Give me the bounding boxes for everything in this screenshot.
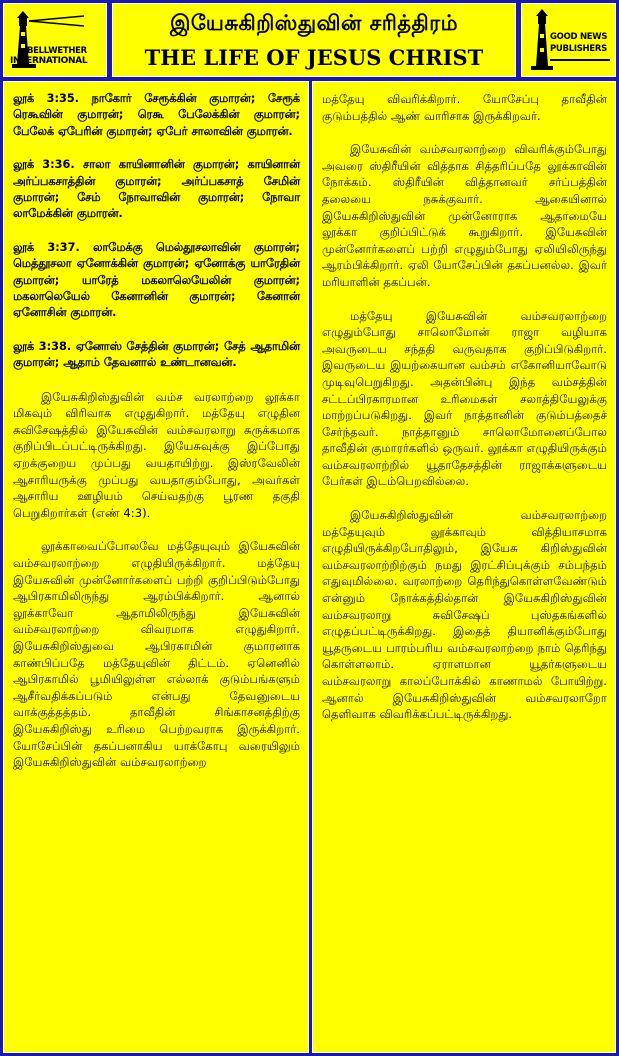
logo-right-inner (522, 4, 615, 76)
publisher-logo-right (521, 3, 616, 77)
genealogy-verse: லூக் 3:35. நாகோர் சேரூக்கின் குமாரன்; சேரூக் ரெகூவின் குமாரன்; ரெகூ பேலேக்கின் குமாரன்; பேலேக் ஏபேரின் குமாரன்; ஏபேர் சாலாவின் குமாரன். (13, 92, 300, 138)
paragraph: இயேசுகிறிஸ்துவின் வம்சவரலாற்றை மத்தேயுவும் லூக்காவும் வித்தியாசமாக எழுதியிருக்கிறபோதிலும், இயேசு கிறிஸ்துவின் வம்சவரலாற்றிற்கும் நமது இரட்சிப்புக்கும் சம்பந்தம் எதுவுமில்லை. வரலாற்றை தெரிந்துகொள்ளவேண்டும் என்னும் நோக்கத்தில்தான் இயேசுகிறிஸ்துவின் வம்சவரலாறு சுவிசேஷப் புஸ்தகங்களில் எழுதப்பட்டிருக்கிறது. இதைத் தியானிக்கும்போது யூதருடைய பாரம்பரிய வம்சவரலாற்றை நாம் தெரிந்து கொள்ளலாம். ஏராளமான யூதர்களுடைய வம்சவரலாறு காலப்போக்கில் காணாமல் போயிற்று. ஆனால் இயேசுகிறிஸ்துவின் வம்சவரலாறோ தெளிவாக விவரிக்கப்பட்டிருக்கிறது. (322, 508, 607, 722)
page-header (112, 3, 516, 77)
paragraph: இயேசுவின் வம்சவரலாற்றை விவரிக்கும்போது அவரை ஸ்திரீயின் வித்தாக சித்தரிப்பதே லூக்காவின் நோக்கம். ஸ்திரீயின் வித்தானவர் சர்ப்பத்தின் தலையை நசுக்குவார். ஆகையினால் இயேசுகிறிஸ்துவின் முன்னோராக ஆதாமையே லூக்கா குறிப்பிட்டுக் கூறுகிறார். இயேசுவின் முன்னோர்களைப் பற்றி எழுதும்போது ஏலியிலிருந்து ஆரம்பிக்கிறார். ஏலி யோசேப்பின் தகப்பனல்ல. இவர் மரியாளின் தகப்பன். (322, 142, 607, 289)
logo-left-line2: INTERNATIONAL (10, 56, 88, 66)
genealogy-verse: லூக் 3:36. சாலா காயினானின் குமாரன்; காயினான் அர்ப்பகசாத்தின் குமாரன்; அர்ப்பகசாத் சேமின் குமாரன்; சேம் நோவாவின் குமாரன்; நோவா லாமேக்கின் குமாரன். (13, 158, 300, 221)
genealogy-verse: லூக் 3:37. லாமேக்கு மெல்தூசலாவின் குமாரன்; மெத்தூசலா ஏனோக்கின் குமாரன்; ஏனோக்கு யாரேதின் குமாரன்; யாரேத் மகலாலெயேலின் குமாரன்; மகலாலெயேல் கேனானின் குமாரன்; கேனான் ஏனோசின் குமாரன். (13, 240, 300, 320)
right-column-text (322, 91, 607, 723)
paragraph: மத்தேயு விவரிக்கிறார். யோசேப்பு தாவீதின் குடும்பத்தில் ஆண் வாரிசாக இருக்கிறவர். (322, 92, 607, 123)
logo-left-line1: BELLWETHER (27, 46, 87, 56)
left-column-text (13, 91, 300, 771)
right-column (312, 81, 616, 1053)
paragraph: மத்தேயு இயேசுவின் வம்சவரலாற்றை எழுதும்போது சாலொமோன் ராஜா வழியாக அவருடைய சந்ததி வருவதாக குறிப்பிடுகிறார். இவருடைய இயற்கையான வம்சம் எகோனியாவோடு முடிவுபெறுகிறது. அதன்பின்பு இந்த வம்சத்தின் சட்டப்பிரகாரமான உரிமைகள் சலாத்தியேலுக்கு மாற்றப்படுகிறது. இவர் நாத்தானின் குடும்பத்தைச் சேர்ந்தவர். நாத்தானும் சாலொமோனைப்போல தாவீதின் குமாரர்களில் ஒருவர். லூக்கா எழுதியிருக்கும் வம்சவரலாற்றில் யூதாதேசத்தின் ராஜாக்களுடைய பேர்கள் இடம்பெறவில்லை. (322, 308, 607, 489)
left-column (3, 81, 309, 1053)
paragraph: இயேசுகிறிஸ்துவின் வம்ச வரலாற்றை லூக்கா மிகவும் விரிவாக எழுதுகிறார். மத்தேயு எழுதின சுவிசேஷத்தில் இயேசுவின் வம்சவரலாறு சுருக்கமாக குறிப்பிடப்பட்டிருக்கிறது. இயேசுவுக்கு இப்போது ஏறக்குறைய முப்பது வயதாயிற்று. இஸ்ரவேலின் ஆசாரியருக்கு முப்பது வயதாகும்போது, அவர்கள் ஆசாரிய ஊழியம் செய்வதற்கு பூரண தகுதி பெறுகிறார்கள் (எண் 4:3). (13, 389, 300, 520)
title-tamil: இயேசுகிறிஸ்துவின் சரித்திரம் (169, 10, 459, 35)
logo-right-line2: PUBLISHERS (550, 44, 607, 54)
lighthouse-icon (4, 4, 108, 78)
genealogy-verse: லூக் 3:38. ஏனோஸ் சேத்தின் குமாரன்; சேத் ஆதாமின் குமாரன்; ஆதாம் தேவனால் உண்டானவன். (13, 339, 300, 370)
title-english: THE LIFE OF JESUS CHRIST (144, 45, 484, 70)
paragraph: லூக்காவைப்போலவே மத்தேயுவும் இயேசுவின் வம்சவரலாற்றை எழுதியிருக்கிறார். மத்தேயு இயேசுவின் முன்னோர்களைப் பற்றி குறிப்பிடும்போது ஆபிரகாமிலிருந்து ஆரம்பிக்கிறார். ஆனால் லூக்காவோ ஆதாமிலிருந்து இயேசுவின் வம்சவரலாற்றை விவரமாக எழுதுகிறார். இயேசுகிறிஸ்துவை ஆபிரகாமின் குமாரனாக காண்பிப்பதே மத்தேயுவின் திட்டம். ஏனெனில் ஆபிரகாமில் பூமியிலுள்ள எல்லாக் குடும்பங்களும் ஆசீர்வதிக்கப்படும் என்பது தேவனுடைய வாக்குத்தத்தம். தாவீதின் சிங்காசனத்திற்கு இயேசுகிறிஸ்து உரிமை பெற்றவராக இருக்கிறார். யோசேப்பின் தகப்பனாகிய யாக்கோபு வரையிலும் இயேசுகிறிஸ்துவின் வம்சவரலாற்றை (13, 539, 300, 770)
logo-right-line1: GOOD NEWS (550, 32, 608, 42)
logo-left-inner (4, 4, 106, 76)
publisher-logo-left (3, 3, 107, 77)
